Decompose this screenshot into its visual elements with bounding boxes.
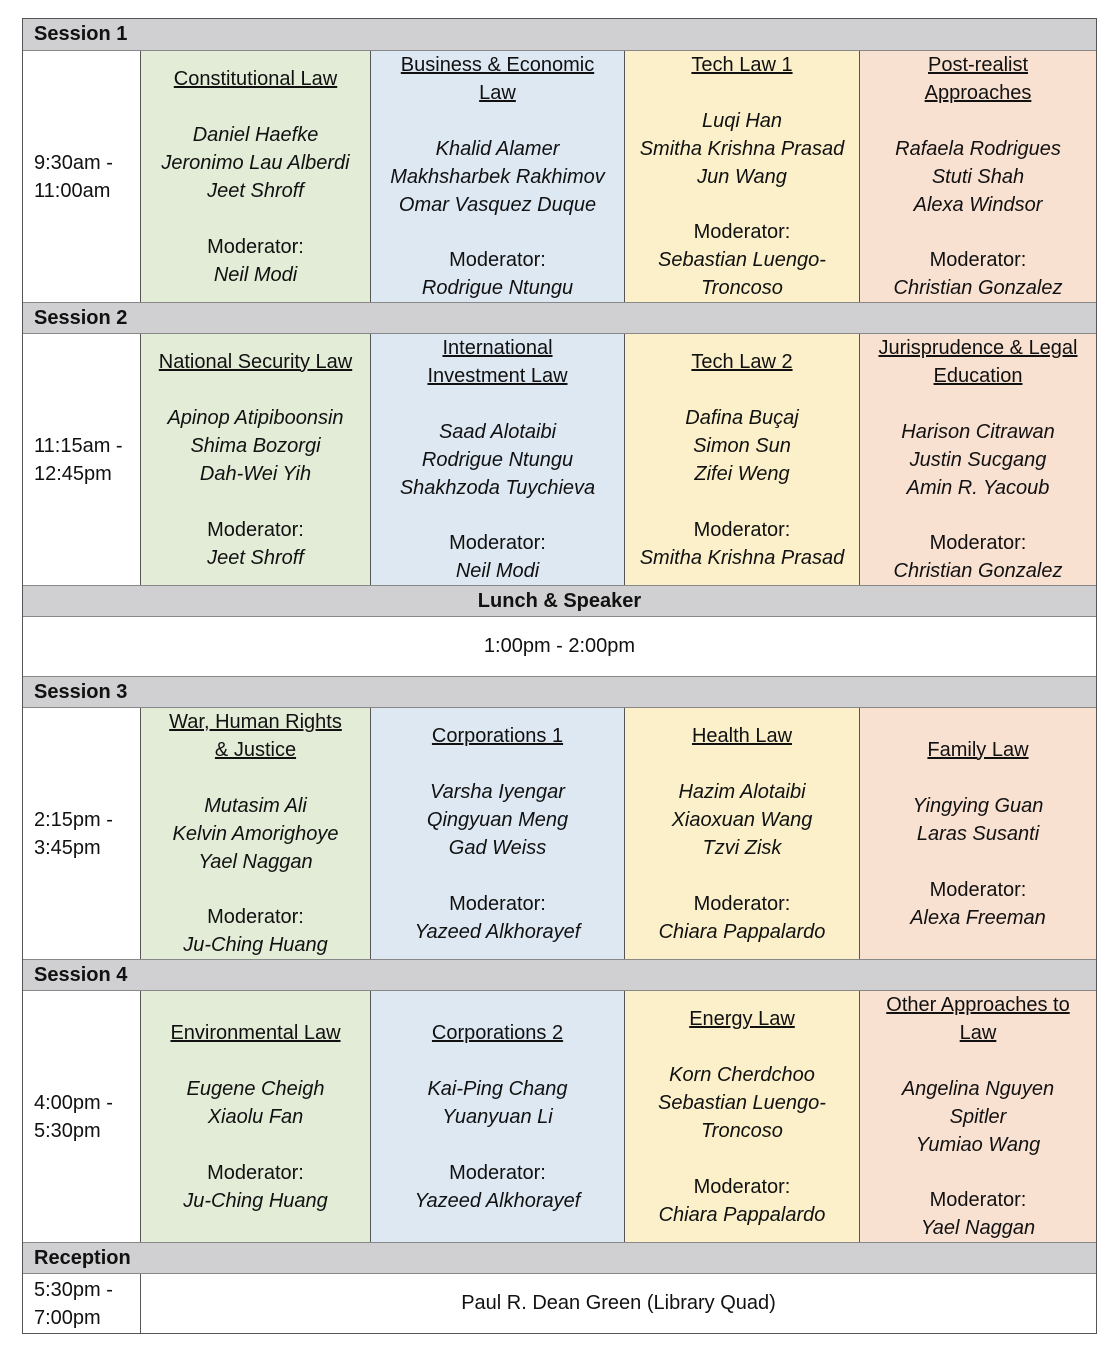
session-3-row (23, 707, 1096, 959)
presenter-name: Daniel Haefke (192, 123, 319, 146)
presenter-name: Kai-Ping Chang (427, 1077, 568, 1100)
lunch-header: Lunch & Speaker (23, 585, 1096, 616)
panel-title: National Security Law (158, 350, 353, 373)
presenter-name: Dafina Buçaj (685, 406, 799, 429)
moderator-label: Moderator: (929, 249, 1027, 271)
moderator-label: Moderator: (693, 221, 791, 243)
panel-title: Health Law (691, 724, 793, 747)
panel-title: Tech Law 1 (691, 54, 793, 76)
reception-header: Reception (23, 1242, 1096, 1273)
presenter-name: Shakhzoda Tuychieva (399, 476, 596, 499)
session-2-header: Session 2 (23, 302, 1096, 333)
reception-venue: Paul R. Dean Green (Library Quad) (461, 1292, 776, 1314)
presenter-name: Smitha Krishna Prasad (639, 137, 845, 160)
presenter-name: Khalid Alamer (435, 137, 560, 160)
panel-jurisprudence-legal-education (860, 334, 1096, 585)
moderator-name: Neil Modi (213, 263, 298, 286)
conference-schedule (22, 18, 1097, 1334)
reception-row (23, 1273, 1096, 1333)
panel-title: Constitutional Law (173, 67, 338, 90)
moderator-label: Moderator: (449, 532, 546, 554)
presenter-name: Rafaela Rodrigues (895, 137, 1061, 160)
moderator-name: Smitha Krishna Prasad (639, 546, 845, 569)
presenter-name: Makhsharbek Rakhimov (390, 165, 605, 188)
panel-corporations-1 (371, 708, 625, 959)
presenter-name: Qingyuan Meng (426, 808, 569, 831)
panel-energy-law (625, 991, 860, 1242)
panel-title: Corporations 2 (431, 1021, 564, 1044)
session-1-header: Session 1 (23, 19, 1096, 50)
presenter-name: Korn Cherdchoo (669, 1063, 815, 1086)
presenter-name: Laras Susanti (916, 822, 1040, 845)
presenter-name: Justin Sucgang (909, 448, 1047, 471)
session-4-time: 4:00pm - 5:30pm (23, 991, 141, 1242)
moderator-name: Ju-Ching Huang (183, 1189, 328, 1212)
panel-title: Post-realist Approaches (924, 54, 1032, 104)
session-4-row (23, 990, 1096, 1242)
moderator-label: Moderator: (929, 878, 1027, 901)
panel-title: Family Law (927, 738, 1029, 761)
presenter-name: Stuti Shah (931, 165, 1025, 188)
presenter-name: Jeet Shroff (207, 179, 304, 202)
moderator-label: Moderator: (929, 1189, 1027, 1211)
presenter-name: Xiaolu Fan (207, 1105, 304, 1128)
moderator-label: Moderator: (207, 1161, 304, 1184)
panel-title: Tech Law 2 (691, 350, 793, 373)
session-3-header: Session 3 (23, 676, 1096, 707)
moderator-label: Moderator: (449, 892, 546, 915)
presenter-name: Gad Weiss (448, 836, 547, 859)
panel-title: Corporations 1 (431, 724, 564, 747)
presenter-name: Mutasim Ali (204, 794, 307, 817)
panel-title: Business & Economic Law (400, 54, 595, 104)
panel-constitutional-law (141, 51, 371, 302)
panel-title: Other Approaches to Law (886, 994, 1070, 1044)
panel-corporations-2 (371, 991, 625, 1242)
session-4-header: Session 4 (23, 959, 1096, 990)
presenter-name: Sebastian Luengo-Troncoso (658, 1091, 826, 1142)
panel-other-approaches-to-law (860, 991, 1096, 1242)
panel-international-investment-law (371, 334, 625, 585)
panel-post-realist-approaches (860, 51, 1096, 302)
moderator-name: Neil Modi (455, 560, 540, 582)
presenter-name: Yingying Guan (912, 794, 1044, 817)
presenter-name: Omar Vasquez Duque (398, 193, 597, 216)
session-1-time: 9:30am - 11:00am (23, 51, 141, 302)
presenter-name: Yuanyuan Li (442, 1105, 553, 1128)
moderator-label: Moderator: (449, 249, 546, 271)
presenter-name: Amin R. Yacoub (906, 476, 1050, 499)
moderator-name: Yazeed Alkhorayef (414, 920, 581, 943)
presenter-name: Luqi Han (701, 109, 783, 132)
presenter-name: Yael Naggan (198, 850, 313, 873)
moderator-name: Christian Gonzalez (893, 560, 1063, 582)
panel-environmental-law (141, 991, 371, 1242)
panel-title: Energy Law (689, 1007, 795, 1030)
session-2-time: 11:15am - 12:45pm (23, 334, 141, 585)
presenter-name: Zifei Weng (694, 462, 790, 485)
panel-business-economic-law (371, 51, 625, 302)
moderator-label: Moderator: (929, 532, 1027, 554)
presenter-name: Kelvin Amorighoye (172, 822, 339, 845)
session-3-time: 2:15pm - 3:45pm (23, 708, 141, 959)
moderator-label: Moderator: (693, 1175, 791, 1198)
moderator-label: Moderator: (693, 892, 791, 915)
panel-family-law (860, 708, 1096, 959)
panel-health-law (625, 708, 860, 959)
presenter-name: Yumiao Wang (915, 1133, 1041, 1156)
presenter-name: Saad Alotaibi (438, 420, 557, 443)
moderator-label: Moderator: (207, 235, 304, 258)
panel-title: Jurisprudence & Legal Education (878, 337, 1078, 387)
presenter-name: Hazim Alotaibi (678, 780, 806, 803)
moderator-name: Jeet Shroff (207, 546, 304, 569)
panel-title: International Investment Law (427, 337, 568, 387)
presenter-name: Eugene Cheigh (186, 1077, 325, 1100)
presenter-name: Simon Sun (693, 434, 791, 457)
lunch-time: 1:00pm - 2:00pm (23, 616, 1096, 676)
presenter-name: Apinop Atipiboonsin (167, 406, 344, 429)
moderator-name: Ju-Ching Huang (183, 934, 328, 956)
session-1-row (23, 50, 1096, 302)
presenter-name: Jeronimo Lau Alberdi (161, 151, 350, 174)
panel-war-human-rights-justice (141, 708, 371, 959)
presenter-name: Angelina Nguyen Spitler (901, 1077, 1055, 1128)
moderator-name: Chiara Pappalardo (658, 1203, 826, 1226)
reception-time: 5:30pm - 7:00pm (23, 1274, 141, 1334)
moderator-name: Chiara Pappalardo (658, 920, 826, 943)
moderator-name: Sebastian Luengo-Troncoso (658, 249, 826, 299)
presenter-name: Xiaoxuan Wang (671, 808, 813, 831)
panel-title: Environmental Law (170, 1021, 341, 1044)
presenter-name: Alexa Windsor (913, 193, 1043, 216)
presenter-name: Jun Wang (697, 165, 787, 188)
panel-tech-law-1 (625, 51, 860, 302)
panel-title: War, Human Rights & Justice (169, 711, 342, 761)
moderator-label: Moderator: (693, 518, 791, 541)
session-2-row (23, 333, 1096, 585)
presenter-name: Harison Citrawan (901, 420, 1055, 443)
moderator-name: Rodrigue Ntungu (421, 277, 574, 299)
panel-tech-law-2 (625, 334, 860, 585)
moderator-name: Yael Naggan (920, 1217, 1036, 1239)
moderator-name: Yazeed Alkhorayef (414, 1189, 581, 1212)
moderator-label: Moderator: (207, 518, 304, 541)
presenter-name: Dah-Wei Yih (199, 462, 312, 485)
moderator-label: Moderator: (207, 906, 304, 928)
presenter-name: Varsha Iyengar (430, 780, 565, 803)
moderator-name: Alexa Freeman (910, 906, 1046, 929)
panel-national-security-law (141, 334, 371, 585)
moderator-label: Moderator: (449, 1161, 546, 1184)
presenter-name: Shima Bozorgi (190, 434, 321, 457)
presenter-name: Rodrigue Ntungu (421, 448, 574, 471)
presenter-name: Tzvi Zisk (702, 836, 782, 859)
moderator-name: Christian Gonzalez (893, 277, 1063, 299)
